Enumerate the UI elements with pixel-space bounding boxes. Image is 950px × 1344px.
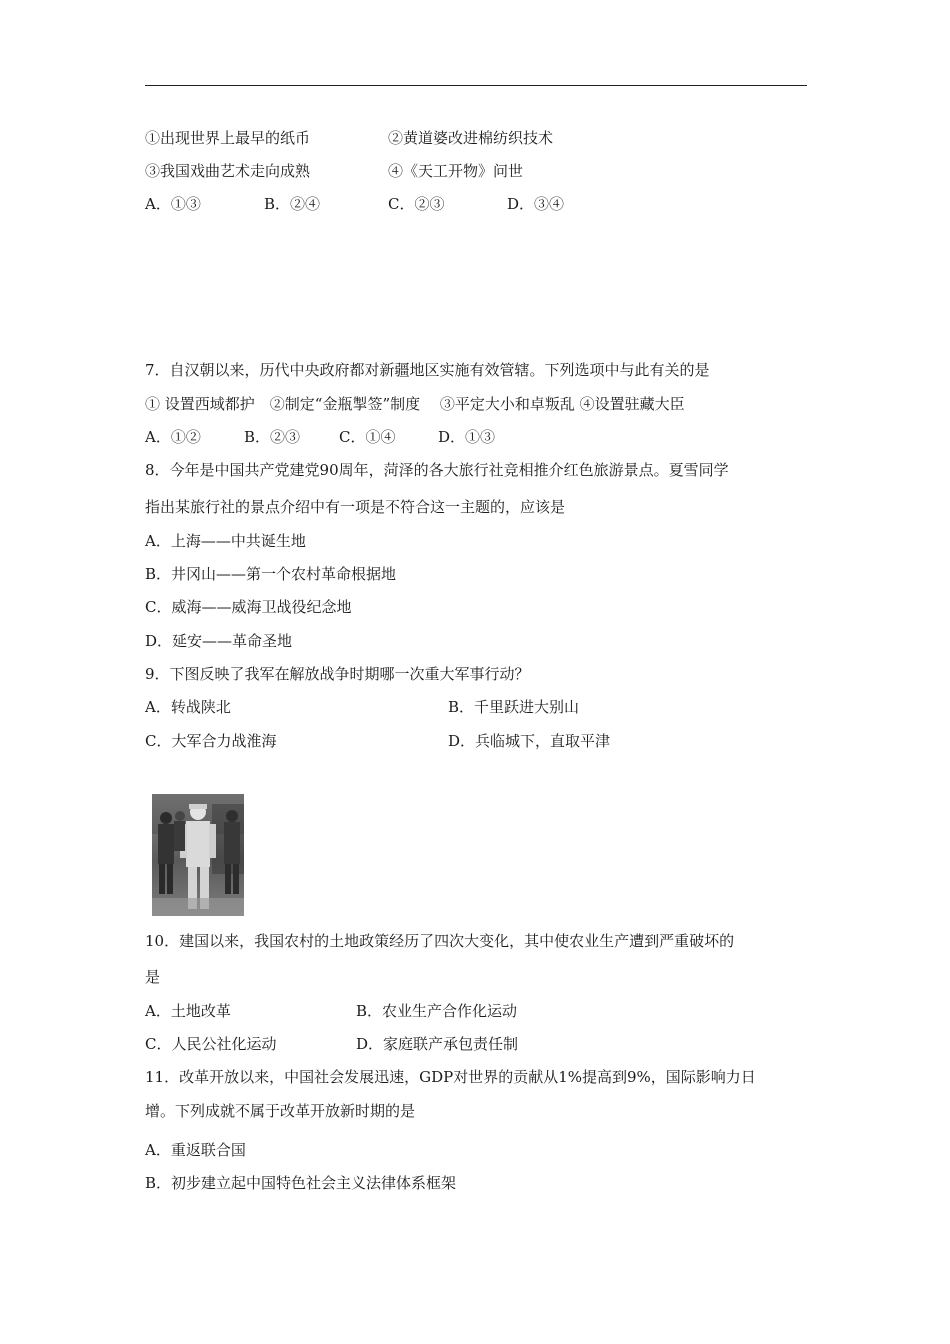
q9-answer-b: B．千里跃进大别山 bbox=[448, 698, 580, 716]
photo-illustration bbox=[152, 794, 244, 916]
q11-stem-line2: 增。下列成就不属于改革开放新时期的是 bbox=[145, 1102, 416, 1120]
q6-option-4: ④《天工开物》问世 bbox=[388, 162, 524, 180]
q6-answer-b: B．②④ bbox=[264, 195, 321, 213]
q10-answer-d: D．家庭联产承包责任制 bbox=[356, 1035, 519, 1053]
q10-answer-a: A．土地改革 bbox=[145, 1002, 231, 1020]
q6-option-3: ③我国戏曲艺术走向成熟 bbox=[145, 162, 311, 180]
q10-answer-b: B．农业生产合作化运动 bbox=[356, 1002, 518, 1020]
q10-stem-line1: 10．建国以来，我国农村的土地政策经历了四次大变化，其中使农业生产遭到严重破坏的 bbox=[145, 932, 735, 950]
q11-stem-line1: 11．改革开放以来，中国社会发展迅速，GDP对世界的贡献从1%提高到9%，国际影响力日 bbox=[145, 1068, 756, 1086]
q8-answer-d: D．延安——革命圣地 bbox=[145, 632, 293, 650]
q11-answer-a: A．重返联合国 bbox=[145, 1141, 246, 1159]
q6-option-1: ①出现世界上最早的纸币 bbox=[145, 129, 311, 147]
q7-options: ① 设置西域都护 ②制定“金瓶掣签”制度 ③平定大小和卓叛乱 ④设置驻藏大臣 bbox=[145, 395, 685, 413]
q6-answer-a: A．①③ bbox=[145, 195, 201, 213]
q6-option-2: ②黄道婆改进棉纺织技术 bbox=[388, 129, 554, 147]
q6-answer-d: D．③④ bbox=[507, 195, 565, 213]
q8-answer-c: C．威海——威海卫战役纪念地 bbox=[145, 598, 352, 616]
q7-answer-a: A．①② bbox=[145, 428, 201, 446]
q9-stem: 9．下图反映了我军在解放战争时期哪一次重大军事行动？ bbox=[145, 665, 530, 683]
q11-answer-b: B．初步建立起中国特色社会主义法律体系框架 bbox=[145, 1174, 457, 1192]
q9-answer-a: A．转战陕北 bbox=[145, 698, 231, 716]
q7-stem: 7．自汉朝以来，历代中央政府都对新疆地区实施有效管辖。下列选项中与此有关的是 bbox=[145, 361, 710, 379]
q9-answer-c: C．大军合力战淮海 bbox=[145, 732, 277, 750]
header-rule bbox=[145, 85, 807, 86]
q8-answer-a: A．上海——中共诞生地 bbox=[145, 532, 306, 550]
q10-answer-c: C．人民公社化运动 bbox=[145, 1035, 277, 1053]
q7-answer-c: C．①④ bbox=[339, 428, 396, 446]
q8-answer-b: B．井冈山——第一个农村革命根据地 bbox=[145, 565, 397, 583]
q9-historical-photo bbox=[152, 794, 244, 916]
q10-stem-line2: 是 bbox=[145, 968, 161, 986]
q6-answer-c: C．②③ bbox=[388, 195, 445, 213]
q8-stem-line2: 指出某旅行社的景点介绍中有一项是不符合这一主题的，应该是 bbox=[145, 498, 566, 516]
q8-stem-line1: 8．今年是中国共产党建党90周年，菏泽的各大旅行社竞相推介红色旅游景点。夏雪同学 bbox=[145, 461, 729, 479]
q9-answer-d: D．兵临城下，直取平津 bbox=[448, 732, 611, 750]
q7-answer-b: B．②③ bbox=[244, 428, 301, 446]
q7-answer-d: D．①③ bbox=[438, 428, 496, 446]
